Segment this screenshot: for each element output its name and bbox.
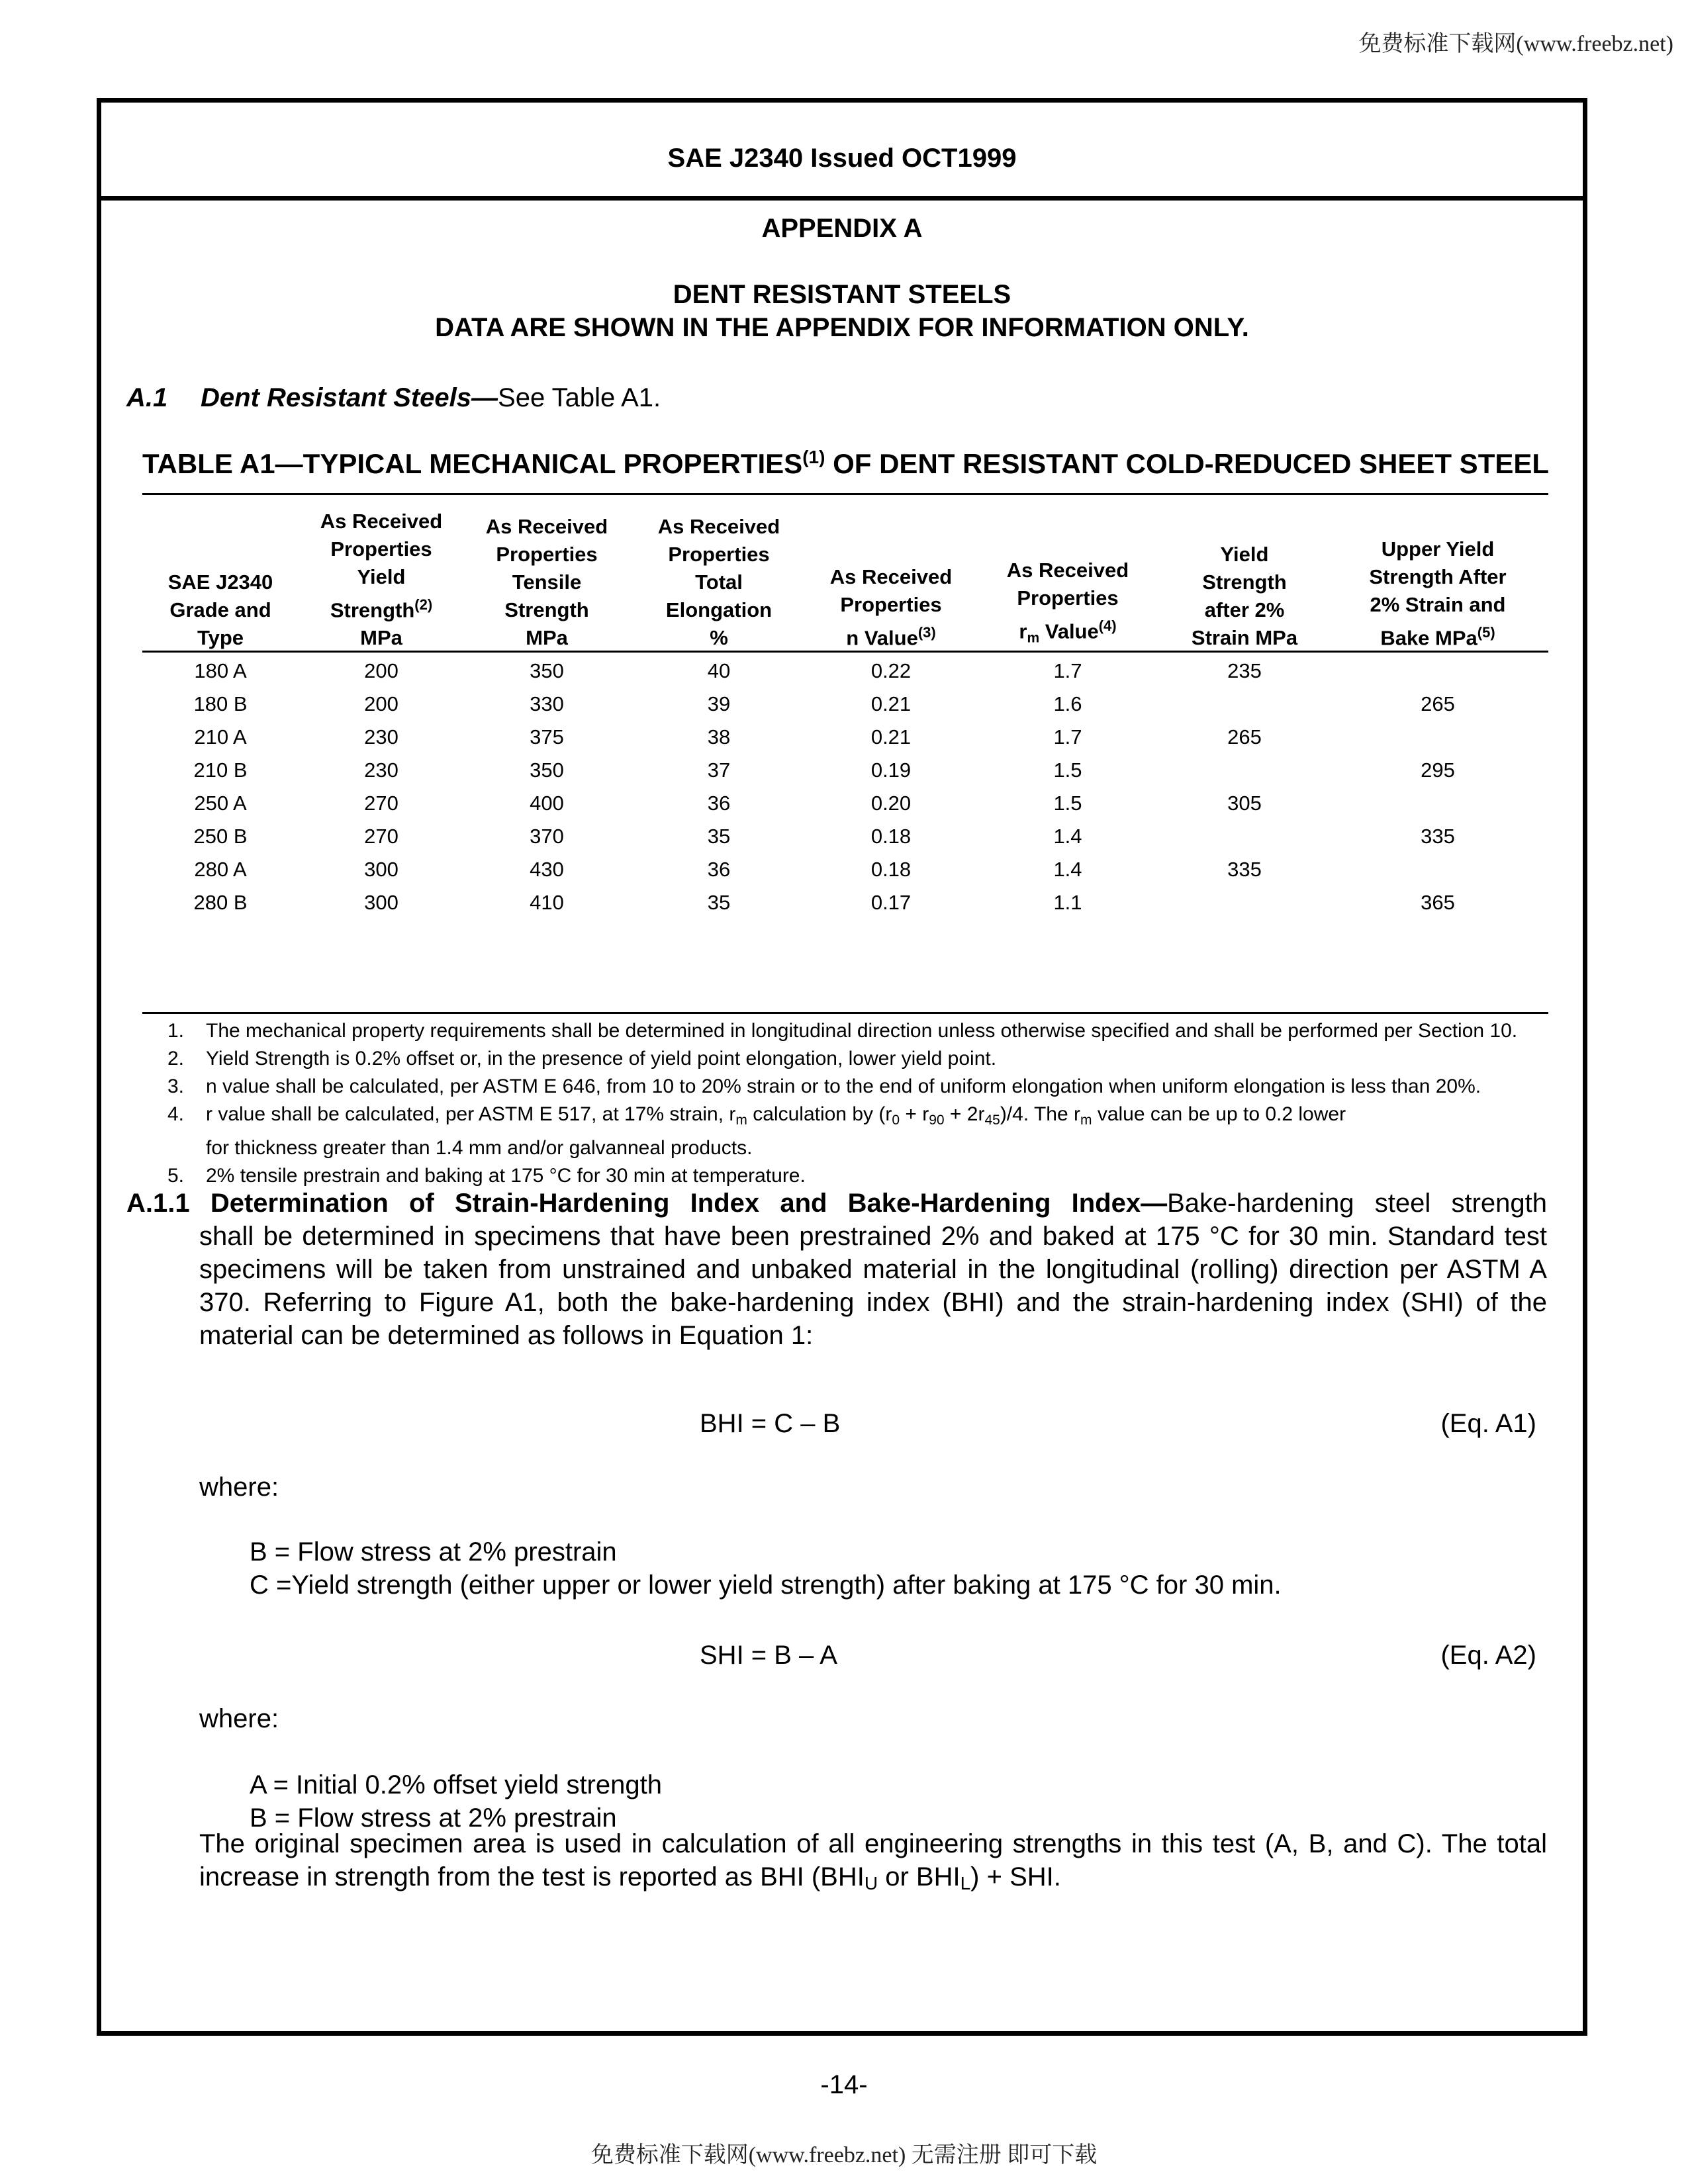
- footnote-1: 1. The mechanical property requirements shall be determined in longitudinal direction unless otherwise specified and shall be performed per Section 10.: [167, 1020, 1518, 1042]
- table-body: [142, 655, 1548, 919]
- table-cell: 265: [1227, 725, 1262, 749]
- footnote-2: 2. Yield Strength is 0.2% offset or, in the presence of yield point elongation, lower yield point.: [167, 1048, 997, 1069]
- watermark-bottom: 免费标准下载网(www.freebz.net) 无需注册 即可下载: [590, 2143, 1098, 2167]
- table-row: [142, 688, 1548, 721]
- table-cell: 180 A: [194, 659, 247, 682]
- table-row: [142, 820, 1548, 853]
- column-header-6: Yield Strength after 2% Strain MPa: [1191, 543, 1298, 649]
- section-a1-heading: [126, 383, 661, 413]
- table-cell: 0.18: [870, 825, 912, 848]
- table-cell: 35: [707, 891, 731, 914]
- table-cell: 430: [530, 858, 564, 881]
- table-cell: 335: [1227, 858, 1262, 881]
- section-title: Dent Resistant Steels—: [201, 383, 498, 412]
- table-cell: 1.1: [1053, 891, 1082, 914]
- table-cell: [1327, 721, 1548, 754]
- column-header-2: As Received Properties Tensile Strength MPa: [485, 515, 608, 649]
- section-a11-paragraph: [126, 1187, 1547, 1352]
- table-header-row: [142, 500, 1548, 655]
- section-number: A.1: [126, 383, 168, 412]
- equation-a1: BHI = C – B: [700, 1409, 841, 1438]
- table-cell: [1162, 754, 1327, 787]
- table-cell: 0.17: [870, 891, 912, 914]
- equation-a2-label: (Eq. A2): [1440, 1641, 1536, 1670]
- appendix-title: APPENDIX A: [761, 214, 923, 243]
- table-cell: 230: [364, 725, 399, 749]
- table-cell: 36: [707, 792, 731, 815]
- table-cell: 38: [707, 725, 731, 749]
- table-bottom-rule: [142, 1012, 1548, 1014]
- definition-b-2: B = Flow stress at 2% prestrain: [250, 1803, 617, 1833]
- table-row: [142, 853, 1548, 886]
- table-cell: 350: [530, 758, 564, 782]
- table-cell: 210 B: [193, 758, 248, 782]
- table-cell: 370: [530, 825, 564, 848]
- definition-c: C =Yield strength (either upper or lower yield strength) after baking at 175 °C for 30 min.: [250, 1570, 1282, 1600]
- table-top-rule: [142, 493, 1548, 495]
- table-row: [142, 655, 1548, 688]
- table-cell: 0.21: [870, 725, 912, 749]
- table-cell: 40: [707, 659, 731, 682]
- table-footnotes: [142, 1017, 1519, 1190]
- column-header-0: SAE J2340 Grade and Type: [167, 570, 273, 649]
- table-cell: 0.20: [870, 792, 912, 815]
- table-cell: 180 B: [193, 692, 248, 715]
- table-cell: 410: [530, 891, 564, 914]
- table-cell: 1.4: [1053, 858, 1082, 881]
- section-a11-body: shall be determined in specimens that have been prestrained 2% and baked at 175 °C for 30 min. Standard test specimens will be taken from unstrained and unbaked material in the longitudinal (rolling) direction per ASTM A 370. Referring to Figure A1, both the bake-hardening index (BHI) and the strain-hardening index (SHI) of the material can be determined as follows in Equation 1:: [199, 1222, 1547, 1350]
- equation-a1-label: (Eq. A1): [1440, 1409, 1536, 1438]
- table-cell: 35: [707, 825, 731, 848]
- column-header-7: Upper Yield Strength After 2% Strain and Bake MPa$^{(5)}$: [1369, 537, 1507, 649]
- table-cell: 350: [530, 659, 564, 682]
- closing-paragraph: The original specimen area is used in calculation of all engineering strengths in this test (A, B, and C). The total increase in strength from the test is reported as BHI ($BHI_U$ or $BHI_L$) + SHI.: [199, 1829, 1547, 1893]
- table-cell: 300: [364, 858, 399, 881]
- table-cell: 300: [364, 891, 399, 914]
- equation-a2: SHI = B – A: [700, 1641, 837, 1670]
- table-cell: 210 A: [194, 725, 247, 749]
- table-cell: 200: [364, 692, 399, 715]
- table-cell: [1327, 655, 1548, 688]
- table-cell: 1.5: [1053, 758, 1082, 782]
- table-cell: 375: [530, 725, 564, 749]
- table-cell: 0.21: [870, 692, 912, 715]
- table-cell: 270: [364, 825, 399, 848]
- table-cell: 200: [364, 659, 399, 682]
- table-cell: [1162, 688, 1327, 721]
- column-header-1: As Received Properties Yield Strength$^{(2)}$ MPa: [320, 509, 443, 649]
- page-number: -14-: [820, 2070, 868, 2099]
- table-cell: 280 A: [194, 858, 247, 881]
- section-a11-first-line: A.1.1 Determination of Strain-Hardening Index and Bake-Hardening Index—Bake-hardening steel strength: [126, 1189, 1547, 1218]
- table-cell: 37: [707, 758, 731, 782]
- table-a1-title: TABLE A1—TYPICAL MECHANICAL PROPERTIES$^{(1)}$ OF DENT RESISTANT COLD-REDUCED SHEET STEEL: [142, 447, 1550, 479]
- column-header-5: As Received Properties $r_m$ Value$^{(4)}$: [1006, 558, 1129, 645]
- table-cell: 1.6: [1053, 692, 1082, 715]
- table-cell: 1.4: [1053, 825, 1082, 848]
- appendix-subtitle: DENT RESISTANT STEELS: [673, 280, 1011, 309]
- table-cell: 365: [1421, 891, 1455, 914]
- table-cell: 400: [530, 792, 564, 815]
- mechanical-properties-table: [142, 500, 1548, 919]
- table-cell: [1327, 853, 1548, 886]
- appendix-note: DATA ARE SHOWN IN THE APPENDIX FOR INFORMATION ONLY.: [435, 313, 1249, 342]
- column-header-3: As Received Properties Total Elongation %: [657, 515, 780, 649]
- table-cell: 335: [1421, 825, 1455, 848]
- table-cell: 235: [1227, 659, 1262, 682]
- footnote-5: 5. 2% tensile prestrain and baking at 175 °C for 30 min at temperature.: [167, 1165, 806, 1187]
- table-cell: 265: [1421, 692, 1455, 715]
- table-row: [142, 721, 1548, 754]
- table-cell: 305: [1227, 792, 1262, 815]
- definition-a: A = Initial 0.2% offset yield strength: [250, 1770, 662, 1799]
- table-cell: 250 B: [193, 825, 248, 848]
- table-row: [142, 886, 1548, 919]
- where-label-1: where:: [199, 1473, 279, 1502]
- table-cell: 280 B: [193, 891, 248, 914]
- page-frame: [97, 98, 1587, 2036]
- definition-b-1: B = Flow stress at 2% prestrain: [250, 1537, 617, 1567]
- table-cell: 1.7: [1053, 659, 1082, 682]
- table-cell: [1327, 787, 1548, 820]
- watermark-top: 免费标准下载网(www.freebz.net): [1358, 32, 1673, 56]
- table-header-rule: [142, 651, 1548, 653]
- table-cell: 0.22: [870, 659, 912, 682]
- table-cell: 1.7: [1053, 725, 1082, 749]
- table-cell: 270: [364, 792, 399, 815]
- table-cell: [1162, 886, 1327, 919]
- document-id: SAE J2340 Issued OCT1999: [667, 144, 1017, 173]
- table-row: [142, 787, 1548, 820]
- table-cell: 0.18: [870, 858, 912, 881]
- table-cell: 36: [707, 858, 731, 881]
- section-text: See Table A1.: [498, 383, 661, 412]
- table-cell: [1162, 820, 1327, 853]
- table-cell: 0.19: [870, 758, 912, 782]
- table-cell: 1.5: [1053, 792, 1082, 815]
- footnote-4: 4. r value shall be calculated, per ASTM E 517, at 17% strain, $r_m$ calculation by $(r_0 + r_{90} + 2r_{45})/4$. The $r_m$ value can be up to 0.2 lower for thickness greater than 1.4 mm and/or galvanneal products.: [167, 1103, 1346, 1159]
- table-row: [142, 754, 1548, 787]
- header-band: [101, 103, 1583, 201]
- table-cell: 295: [1421, 758, 1455, 782]
- table-cell: 39: [707, 692, 731, 715]
- column-header-4: As Received Properties n Value$^{(3)}$: [829, 565, 953, 649]
- table-cell: 250 A: [194, 792, 247, 815]
- footnote-3: 3. n value shall be calculated, per ASTM E 646, from 10 to 20% strain or to the end of uniform elongation when uniform elongation is less than 20%.: [167, 1075, 1481, 1097]
- table-cell: 330: [530, 692, 564, 715]
- table-cell: 230: [364, 758, 399, 782]
- section-a11-heading: A.1.1 Determination of Strain-Hardening Index and Bake-Hardening Index—: [126, 1189, 1168, 1218]
- where-label-2: where:: [199, 1704, 279, 1733]
